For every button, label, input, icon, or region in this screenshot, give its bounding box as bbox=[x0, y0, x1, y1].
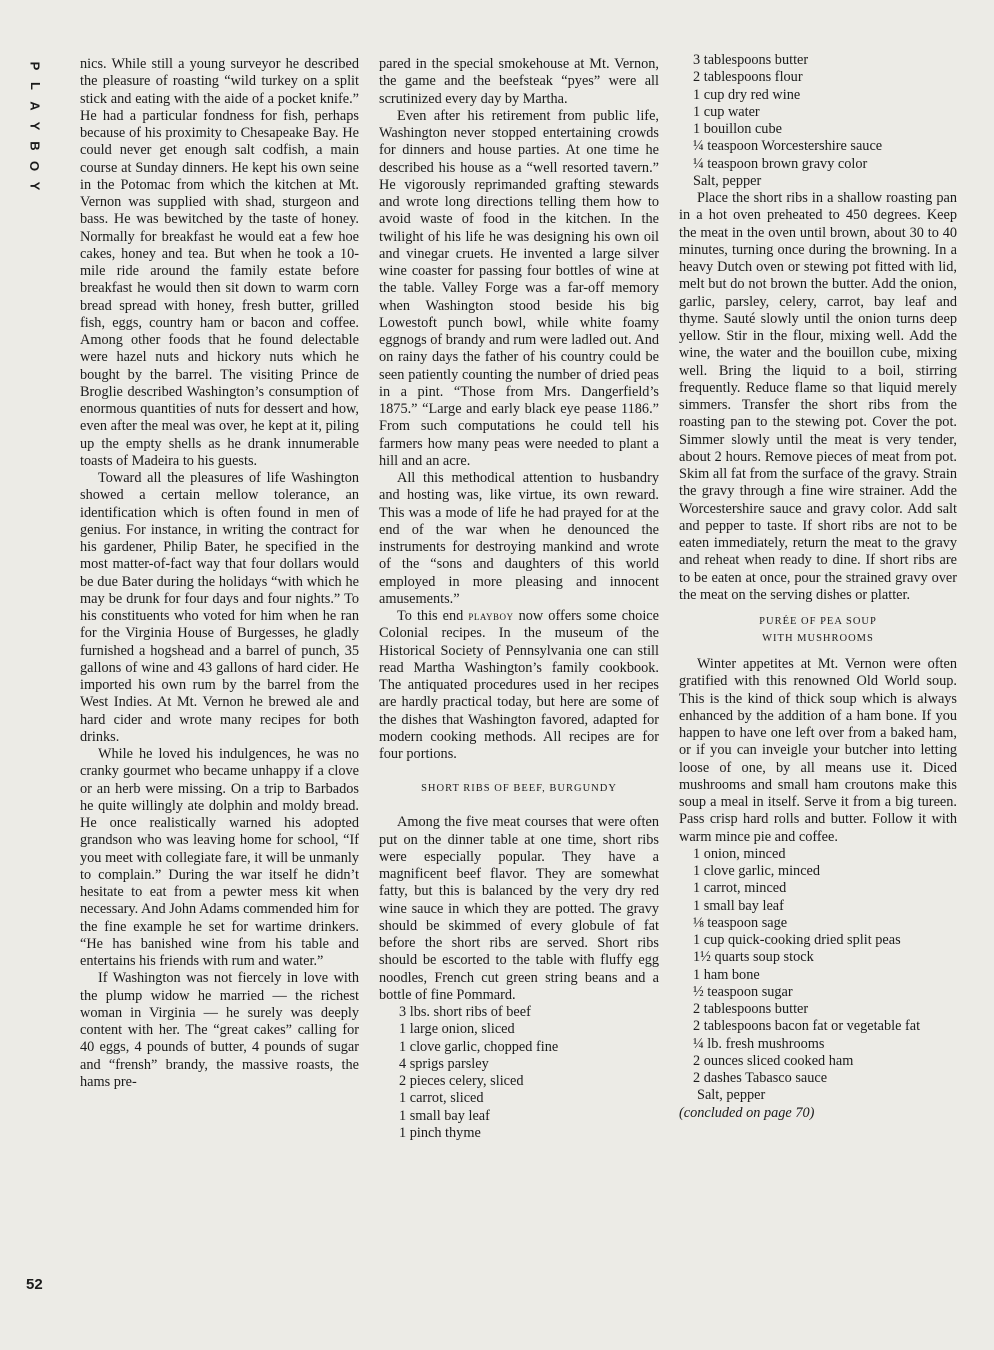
recipe-title-line: PURÉE OF PEA SOUP bbox=[759, 616, 877, 627]
ingredient-item: 2 tablespoons flour bbox=[693, 69, 803, 86]
ingredient-item: 1 small bay leaf bbox=[399, 1107, 490, 1124]
ingredient-item: 1 cup dry red wine bbox=[693, 86, 801, 103]
ingredient-item: 2 pieces celery, sliced bbox=[399, 1073, 524, 1089]
magazine-name-inline: playboy bbox=[468, 609, 514, 623]
magazine-letter: B bbox=[27, 141, 43, 152]
paragraph: Salt, pepper bbox=[697, 1087, 766, 1104]
ingredient-item: ¼ teaspoon Worcestershire sauce bbox=[693, 138, 883, 155]
ingredient-item: 1 carrot, sliced bbox=[399, 1090, 484, 1107]
magazine-name-vertical bbox=[27, 58, 43, 195]
paragraph-text: now offers some choice Colonial recipes. In the museum of the Historical Society of Pennsylvania one can still read Martha Washington’s family cookbook. The antiquated procedures used in her recipes are hardly practical today, but here are some of the dishes that Washington favored, adapted for modern cooking methods. All recipes are for four portions. bbox=[379, 608, 659, 762]
ingredient-item: 1 small bay leaf bbox=[693, 897, 784, 914]
ingredient-item: 1 bouillon cube bbox=[693, 121, 782, 137]
ingredient-list bbox=[379, 1004, 659, 1142]
paragraph: nics. While still a young surveyor he described the pleasure of roasting “wild turkey on a split stick and eating with the aide of a pocket knife.” He had a particular fondness for fish, perhaps because of his proximity to Chesapeake Bay. He could never get enough salt codfish, a main course at Sunday dinners. He kept his own seine in the Potomac from which the kitchen at Mt. Vernon was supplied with shad, sturgeon and bass. He was bewitched by the taste of honey. Normally for breakfast he would eat a few hoe cakes, honey and tea. But when he took a 10-mile ride around the family estate before breakfast he would then sit down to warm corn bread spread with honey, fresh butter, grilled fish, eggs, country ham or bacon and coffee. Among other foods that he found delectable were hazel nuts and hickory nuts which he bought by the barrel. The visiting Prince de Broglie described Washington’s consumption of enormous quantities of nuts for dessert and how, even after the meal was over, he kept at it, piling up the empty shells as he drank innumerable toasts of Madeira to his guests. bbox=[80, 56, 359, 469]
ingredient-item: 2 tablespoons bacon fat or vegetable fat bbox=[693, 1018, 921, 1035]
ingredient-item: 4 sprigs parsley bbox=[399, 1055, 489, 1072]
ingredient-item: 1 onion, minced bbox=[693, 845, 786, 862]
ingredient-item: Salt, pepper bbox=[693, 172, 762, 189]
ingredient-item: 1 large onion, sliced bbox=[399, 1021, 515, 1038]
ingredient-item: 1 carrot, minced bbox=[693, 880, 787, 897]
ingredient-item: 1 ham bone bbox=[693, 966, 760, 983]
magazine-letter: A bbox=[27, 101, 43, 112]
paragraph-text: To this end bbox=[397, 608, 469, 624]
recipe-title: SHORT RIBS OF BEEF, BURGUNDY bbox=[421, 783, 617, 795]
paragraph: Winter appetites at Mt. Vernon were often gratified with this renowned Old World soup. This is the kind of thick soup which is always enhanced by the addition of a ham bone. If you happen to have one left over from a baked ham, or if you can inveigle your butcher into letting loose of one, by all means use it. Diced mushrooms and small ham croutons make this soup a meal in itself. Serve it from a big tureen. Pass crisp hard rolls and butter. Follow it with warm mince pie and coffee. bbox=[679, 656, 957, 845]
ingredient-item: 1 cup quick-cooking dried split peas bbox=[693, 932, 901, 948]
paragraph: If Washington was not fiercely in love with the plump widow he married — the richest woman in Virginia — he surely was deeply content with her. The “great cakes” calling for 40 eggs, 4 pounds of butter, 4 pounds of sugar and “frensh” brandy, the massive roasts, the hams pre- bbox=[80, 970, 359, 1090]
paragraph bbox=[379, 608, 659, 763]
recipe-title bbox=[679, 613, 957, 647]
recipe-title-line: WITH MUSHROOMS bbox=[762, 633, 874, 644]
ingredient-item: 2 dashes Tabasco sauce bbox=[693, 1070, 828, 1086]
ingredient-item: 1 clove garlic, chopped fine bbox=[399, 1038, 559, 1055]
ingredient-list bbox=[679, 52, 957, 190]
ingredient-item: ¼ teaspoon brown gravy color bbox=[693, 155, 868, 172]
ingredient-item: 2 tablespoons butter bbox=[693, 1001, 809, 1017]
paragraph: Toward all the pleasures of life Washington showed a certain mellow tolerance, an identification which is often found in men of genius. For instance, in writing the contract for his gardener, Philip Bater, he specified in the most matter-of-fact way that four dollars would be due Bater during the holidays “with which he may be drunk for four days and four nights.” To his constituents who voted for him when he ran for the Virginia House of Burgesses, he gladly furnished a hogshead and a barrel of punch, 35 gallons of wine and 43 gallons of hard cider. He imported his own rum by the barrel from the West Indies. At Mt. Vernon he brewed ale and hard cider and wrote many recipes for both drinks. bbox=[80, 470, 359, 745]
ingredient-item: 3 lbs. short ribs of beef bbox=[399, 1004, 531, 1020]
ingredient-item: ⅛ teaspoon sage bbox=[693, 914, 788, 931]
column-1 bbox=[80, 56, 359, 1091]
ingredient-item: 1 cup water bbox=[693, 103, 760, 120]
paragraph: Place the short ribs in a shallow roasting pan in a hot oven preheated to 450 degrees. Keep the meat in the oven until brown, about 30 to 40 minutes, turning once during the browning. In a heavy Dutch oven or stewing pot fitted with lid, melt but do not brown the butter. Add the onion, garlic, parsley, celery, carrot, bay leaf and thyme. Sauté slowly until the onion turns deep yellow. Stir in the flour, mixing well. Add the wine, the water and the bouillon cube, mixing well. Bring the liquid to a boil, stirring frequently. Reduce flame so that liquid merely simmers. Transfer the short ribs from the roasting pan to the stewing pot. Cover the pot. Simmer slowly until the meat is very tender, about 2 hours. Remove pieces of meat from pot. Skim all fat from the surface of the gravy. Strain the gravy through a fine wire strainer. Add the Worcestershire sauce and gravy color. Add salt and pepper to taste. If short ribs are not to be eaten immediately, return the meat to the gravy and reheat when ready to dine. If short ribs are to be eaten at once, pour the strained gravy over the meat on the serving dishes or platter. bbox=[679, 190, 957, 603]
ingredient-item: 1½ quarts soup stock bbox=[693, 949, 814, 966]
ingredient-item: ½ teaspoon sugar bbox=[693, 983, 793, 1000]
ingredient-item: 1 clove garlic, minced bbox=[693, 863, 821, 879]
page-number: 52 bbox=[26, 1276, 43, 1293]
magazine-letter: P bbox=[27, 61, 43, 72]
paragraph: Among the five meat courses that were often put on the dinner table at one time, short ribs were especially popular. They have a magnificent beef flavor. They are somewhat fatty, but this is balanced by the very dry red wine sauce in which they are potted. The gravy should be skimmed of every globule of fat before the short ribs are served. Short ribs should be escorted to the table with fluffy egg noodles, French cut green string beans and a bottle of fine Pommard. bbox=[379, 814, 659, 1003]
continuation-note: (concluded on page 70) bbox=[679, 1104, 815, 1121]
paragraph: Even after his retirement from public life, Washington never stopped entertaining crowds for dinners and house parties. At one time he described his house as a “well resorted tavern.” He vigorously reprimanded grafting stewards and wrote long directions telling them how to avoid waste of food in the kitchen. In the twilight of his life he was designing his own oil and vinegar cruets. He invented a large silver wine coaster for passing four bottles of wine at the table. Valley Forge was a far-off memory when Washington stood beside his big Lowestoft punch bowl, while white foamy eggnogs of brandy and rum were ladled out. And on rainy days the father of his country could be seen patiently counting the number of dried peas in a pint. “Those from Mrs. Dangerfield’s 1875.” “Large and early black eye pease 1186.” From such computations he could tell his farmers how many peas were needed to plant a hill and an acre. bbox=[379, 107, 659, 469]
ingredient-item: 1 pinch thyme bbox=[399, 1124, 481, 1141]
magazine-letter: Y bbox=[27, 181, 43, 192]
magazine-letter: Y bbox=[27, 121, 43, 132]
magazine-letter: L bbox=[27, 82, 43, 91]
magazine-letter: O bbox=[27, 160, 43, 173]
paragraph: All this methodical attention to husbandry and hosting was, like virtue, its own reward. This was a mode of life he had prayed for at the end of the war when he denounced the instruments for destroying mankind and wrote of the “sons and daughters of this world employed in more pleasing and innocent amusements.” bbox=[379, 470, 659, 607]
paragraph: While he loved his indulgences, he was no cranky gourmet who became unhappy if a clove or an herb were missing. On a trip to Barbados he quite willingly ate dolphin and moldy bread. He once realistically warned his adopted grandson who was leaving home for school, “If you meet with collegiate fare, it will be unmanly to complain.” During the war itself he didn’t hesitate to eat from a pewter mess kit when necessary. And John Adams commended him for the fine example he set for wartime drinkers. “He has banished wine from his table and entertains his friends with rum and water.” bbox=[80, 746, 359, 969]
ingredient-list bbox=[679, 846, 957, 1088]
ingredient-item: ¼ lb. fresh mushrooms bbox=[693, 1035, 825, 1052]
column-3 bbox=[679, 52, 957, 1122]
column-2 bbox=[379, 56, 659, 1142]
ingredient-item: 2 ounces sliced cooked ham bbox=[693, 1052, 854, 1069]
paragraph: pared in the special smokehouse at Mt. Vernon, the game and the beefsteak “pyes” were all scrutinized every day by Martha. bbox=[379, 56, 659, 107]
ingredient-item: 3 tablespoons butter bbox=[693, 52, 809, 68]
